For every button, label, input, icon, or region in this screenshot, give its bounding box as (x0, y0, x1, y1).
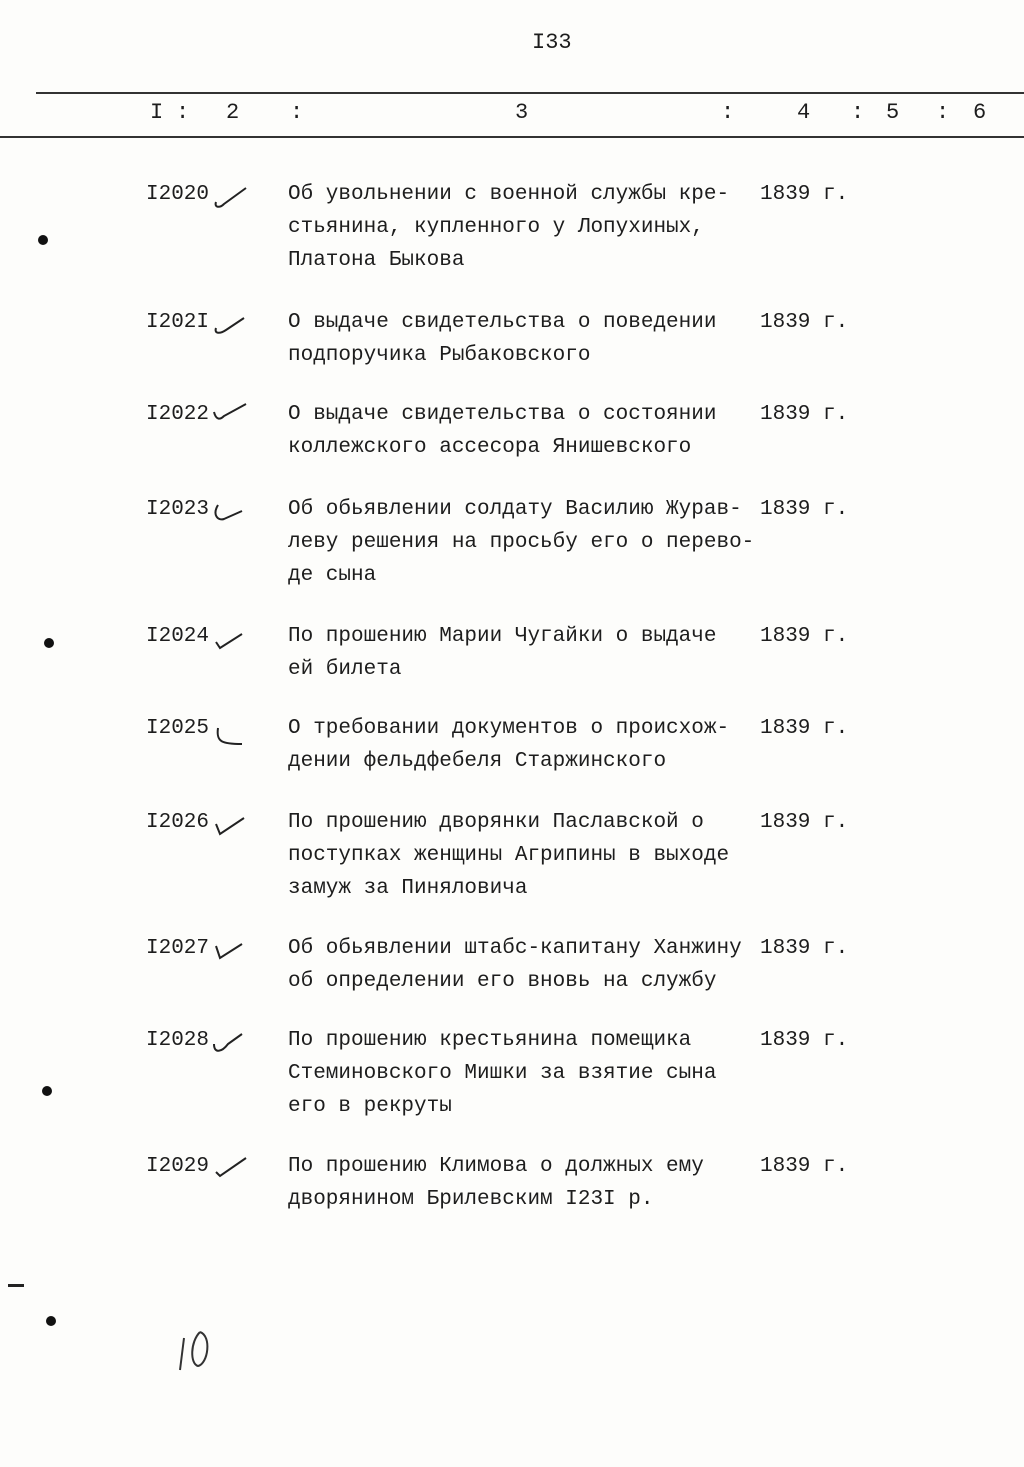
entry-number: I2029 (146, 1155, 210, 1178)
entry-year: 1839 г. (760, 937, 849, 960)
entry-year: 1839 г. (760, 811, 849, 834)
entry-number: I2028 (146, 1029, 210, 1052)
column-4: 4 (797, 100, 811, 125)
column-5: 5 (886, 100, 900, 125)
description-line: Об увольнении с военной службы кре- (288, 183, 730, 206)
checkmark-icon (212, 182, 258, 212)
checkmark-icon (212, 810, 258, 840)
description-line: дворянином Брилевским I23I р. (288, 1188, 654, 1211)
description-line: Об обьявлении штабс-капитану Ханжину (288, 937, 742, 960)
column-1: I (150, 100, 164, 125)
entry-year: 1839 г. (760, 183, 849, 206)
description-line: По прошению дворянки Паславской о (288, 811, 704, 834)
entry-year: 1839 г. (760, 625, 849, 648)
margin-mark (8, 1284, 24, 1287)
entry-year: 1839 г. (760, 498, 849, 521)
description-line: де сына (288, 564, 377, 587)
entry-description (288, 398, 716, 464)
column-2: 2 (226, 100, 240, 125)
checkmark-icon (212, 1154, 258, 1184)
description-line: О выдаче свидетельства о поведении (288, 311, 717, 334)
entry-number: I2025 (146, 717, 210, 740)
description-line: Платона Быкова (288, 249, 465, 272)
column-separator: : (851, 100, 865, 125)
entry-description (288, 306, 716, 372)
entry-year: 1839 г. (760, 403, 849, 426)
description-line: коллежского ассесора Янишевского (288, 436, 692, 459)
checkmark-icon (212, 497, 258, 527)
punch-hole (44, 638, 54, 648)
column-separator: : (176, 100, 190, 125)
entry-year: 1839 г. (760, 717, 849, 740)
entry-number: I2020 (146, 183, 210, 206)
checkmark-icon (212, 936, 258, 966)
entry-number: I2023 (146, 498, 210, 521)
entry-description (288, 620, 716, 686)
entry-year: 1839 г. (760, 1155, 849, 1178)
description-line: Стеминовского Мишки за взятие сына (288, 1062, 717, 1085)
punch-hole (38, 235, 48, 245)
description-line: замуж за Пиняловича (288, 877, 528, 900)
description-line: По прошению Климова о должных ему (288, 1155, 704, 1178)
description-line: поступках женщины Агрипины в выходе (288, 844, 730, 867)
entry-description (288, 178, 729, 277)
entry-number: I2024 (146, 625, 210, 648)
entry-number: I2022 (146, 403, 210, 426)
header-rule-top (36, 92, 1024, 94)
entry-description (288, 493, 754, 592)
entry-year: 1839 г. (760, 311, 849, 334)
column-6: 6 (973, 100, 987, 125)
entry-description (288, 1150, 704, 1216)
description-line: По прошению Марии Чугайки о выдаче (288, 625, 717, 648)
header-rule-bottom (0, 136, 1024, 138)
entry-description (288, 1024, 716, 1123)
description-line: ей билета (288, 658, 402, 681)
description-line: О требовании документов о происхож- (288, 717, 730, 740)
column-separator: : (721, 100, 735, 125)
handwritten-note-10 (170, 1318, 230, 1378)
description-line: стьянина, купленного у Лопухиных, (288, 216, 704, 239)
page-number: I33 (532, 30, 572, 55)
checkmark-icon (212, 624, 258, 654)
description-line: леву решения на просьбу его о перево- (288, 531, 755, 554)
description-line: По прошению крестьянина помещика (288, 1029, 692, 1052)
entry-description (288, 712, 729, 778)
entry-number: I2027 (146, 937, 210, 960)
checkmark-icon (212, 1028, 258, 1058)
punch-hole (46, 1316, 56, 1326)
description-line: его в рекруты (288, 1095, 452, 1118)
entry-number: I202I (146, 311, 210, 334)
checkmark-icon (212, 402, 258, 432)
description-line: об определении его вновь на службу (288, 970, 717, 993)
entry-number: I2026 (146, 811, 210, 834)
description-line: подпоручика Рыбаковского (288, 344, 591, 367)
description-line: дении фельдфебеля Старжинского (288, 750, 667, 773)
column-separator: : (290, 100, 304, 125)
entry-year: 1839 г. (760, 1029, 849, 1052)
description-line: О выдаче свидетельства о состоянии (288, 403, 717, 426)
punch-hole (42, 1086, 52, 1096)
entry-description (288, 806, 729, 905)
checkmark-icon (212, 310, 258, 340)
column-3: 3 (515, 100, 529, 125)
column-separator: : (936, 100, 950, 125)
checkmark-icon (212, 716, 258, 746)
description-line: Об обьявлении солдату Василию Журав- (288, 498, 742, 521)
entry-description (288, 932, 742, 998)
